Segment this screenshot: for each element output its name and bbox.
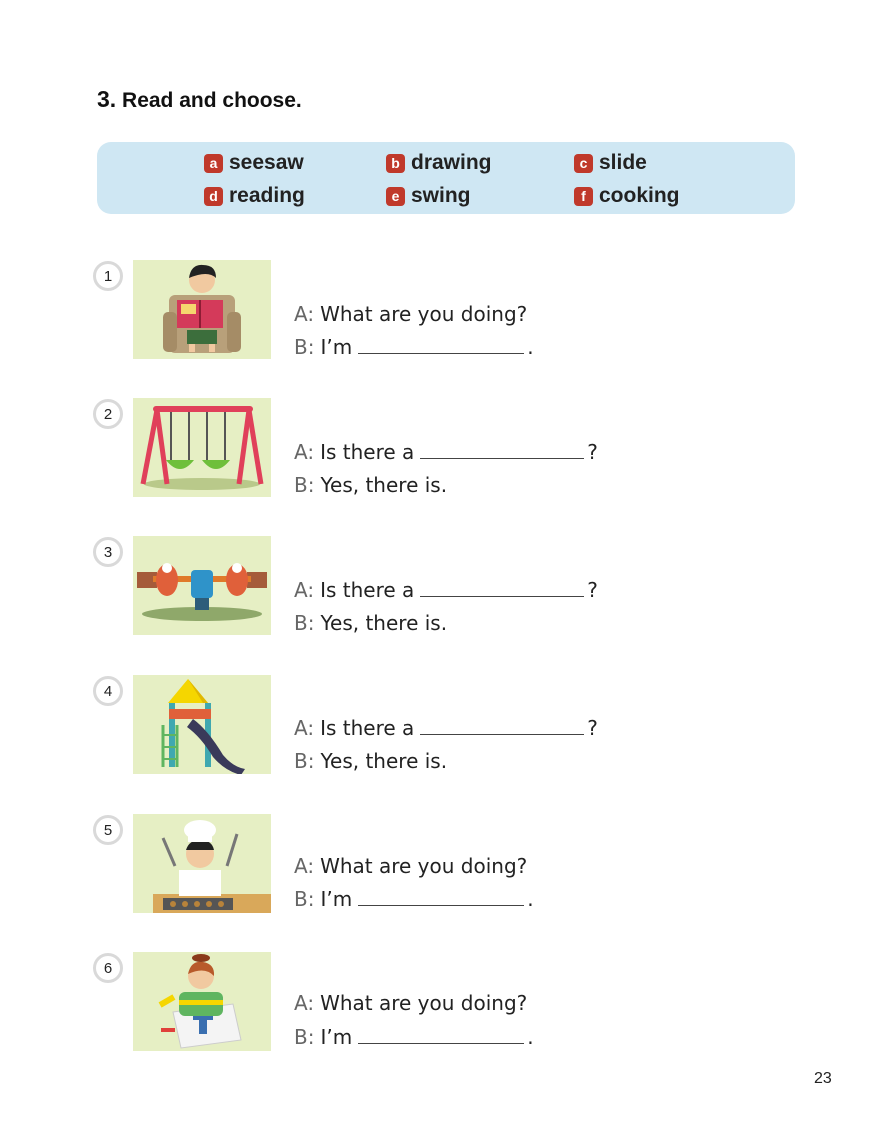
question-line	[294, 302, 527, 326]
question-line	[294, 578, 598, 602]
letter-badge: d	[204, 187, 223, 206]
question-text: What are you doing?	[320, 991, 528, 1015]
picture-boy-drawing	[133, 952, 271, 1051]
answer-text: I’m	[320, 887, 353, 911]
word-option-f[interactable]	[574, 184, 680, 208]
word-label: seesaw	[229, 151, 304, 174]
word-option-b[interactable]	[386, 151, 492, 175]
letter-badge: e	[386, 187, 405, 206]
speaker-b-label: B:	[294, 1025, 315, 1049]
item-number: 5	[93, 815, 123, 845]
question-text: What are you doing?	[320, 302, 528, 326]
item-number: 6	[93, 953, 123, 983]
question-line	[294, 991, 527, 1015]
letter-badge: f	[574, 187, 593, 206]
exercise-instruction: Read and choose.	[122, 89, 302, 112]
answer-line	[294, 749, 447, 773]
speaker-a-label: A:	[294, 578, 315, 602]
word-option-c[interactable]	[574, 151, 647, 175]
letter-badge: b	[386, 154, 405, 173]
word-option-a[interactable]	[204, 151, 304, 175]
answer-blank[interactable]	[420, 457, 584, 459]
word-label: drawing	[411, 151, 492, 174]
question-end: ?	[587, 716, 598, 740]
item-number: 4	[93, 676, 123, 706]
picture-seesaw	[133, 536, 271, 635]
answer-blank[interactable]	[358, 1042, 524, 1044]
speaker-a-label: A:	[294, 854, 315, 878]
answer-text: Yes, there is.	[320, 611, 448, 635]
answer-end: .	[527, 887, 534, 911]
word-label: reading	[229, 184, 305, 207]
answer-blank[interactable]	[420, 595, 584, 597]
word-option-e[interactable]	[386, 184, 471, 208]
answer-text: Yes, there is.	[320, 749, 448, 773]
speaker-b-label: B:	[294, 887, 315, 911]
picture-boy-reading	[133, 260, 271, 359]
word-label: swing	[411, 184, 471, 207]
answer-line	[294, 887, 534, 911]
picture-swing-set	[133, 398, 271, 497]
item-number: 3	[93, 537, 123, 567]
exercise-heading	[97, 86, 302, 113]
answer-blank[interactable]	[420, 733, 584, 735]
answer-line	[294, 335, 534, 359]
speaker-a-label: A:	[294, 440, 315, 464]
exercise-number: 3.	[97, 86, 117, 112]
question-text: Is there a	[320, 578, 415, 602]
question-text: Is there a	[320, 440, 415, 464]
speaker-b-label: B:	[294, 611, 315, 635]
question-line	[294, 854, 527, 878]
word-label: slide	[599, 151, 647, 174]
speaker-b-label: B:	[294, 473, 315, 497]
letter-badge: a	[204, 154, 223, 173]
item-number: 1	[93, 261, 123, 291]
answer-blank[interactable]	[358, 904, 524, 906]
question-end: ?	[587, 440, 598, 464]
answer-text: Yes, there is.	[320, 473, 448, 497]
answer-text: I’m	[320, 1025, 353, 1049]
speaker-a-label: A:	[294, 716, 315, 740]
answer-blank[interactable]	[358, 352, 524, 354]
speaker-b-label: B:	[294, 335, 315, 359]
word-label: cooking	[599, 184, 680, 207]
speaker-a-label: A:	[294, 302, 315, 326]
question-end: ?	[587, 578, 598, 602]
question-line	[294, 440, 598, 464]
question-line	[294, 716, 598, 740]
item-number: 2	[93, 399, 123, 429]
speaker-b-label: B:	[294, 749, 315, 773]
answer-line	[294, 1025, 534, 1049]
speaker-a-label: A:	[294, 991, 315, 1015]
page-number: 23	[814, 1070, 832, 1087]
answer-text: I’m	[320, 335, 353, 359]
word-bank	[97, 142, 795, 214]
answer-line	[294, 611, 447, 635]
letter-badge: c	[574, 154, 593, 173]
picture-slide	[133, 675, 271, 774]
answer-end: .	[527, 335, 534, 359]
answer-end: .	[527, 1025, 534, 1049]
question-text: Is there a	[320, 716, 415, 740]
word-option-d[interactable]	[204, 184, 305, 208]
answer-line	[294, 473, 447, 497]
picture-boy-cooking	[133, 814, 271, 913]
question-text: What are you doing?	[320, 854, 528, 878]
